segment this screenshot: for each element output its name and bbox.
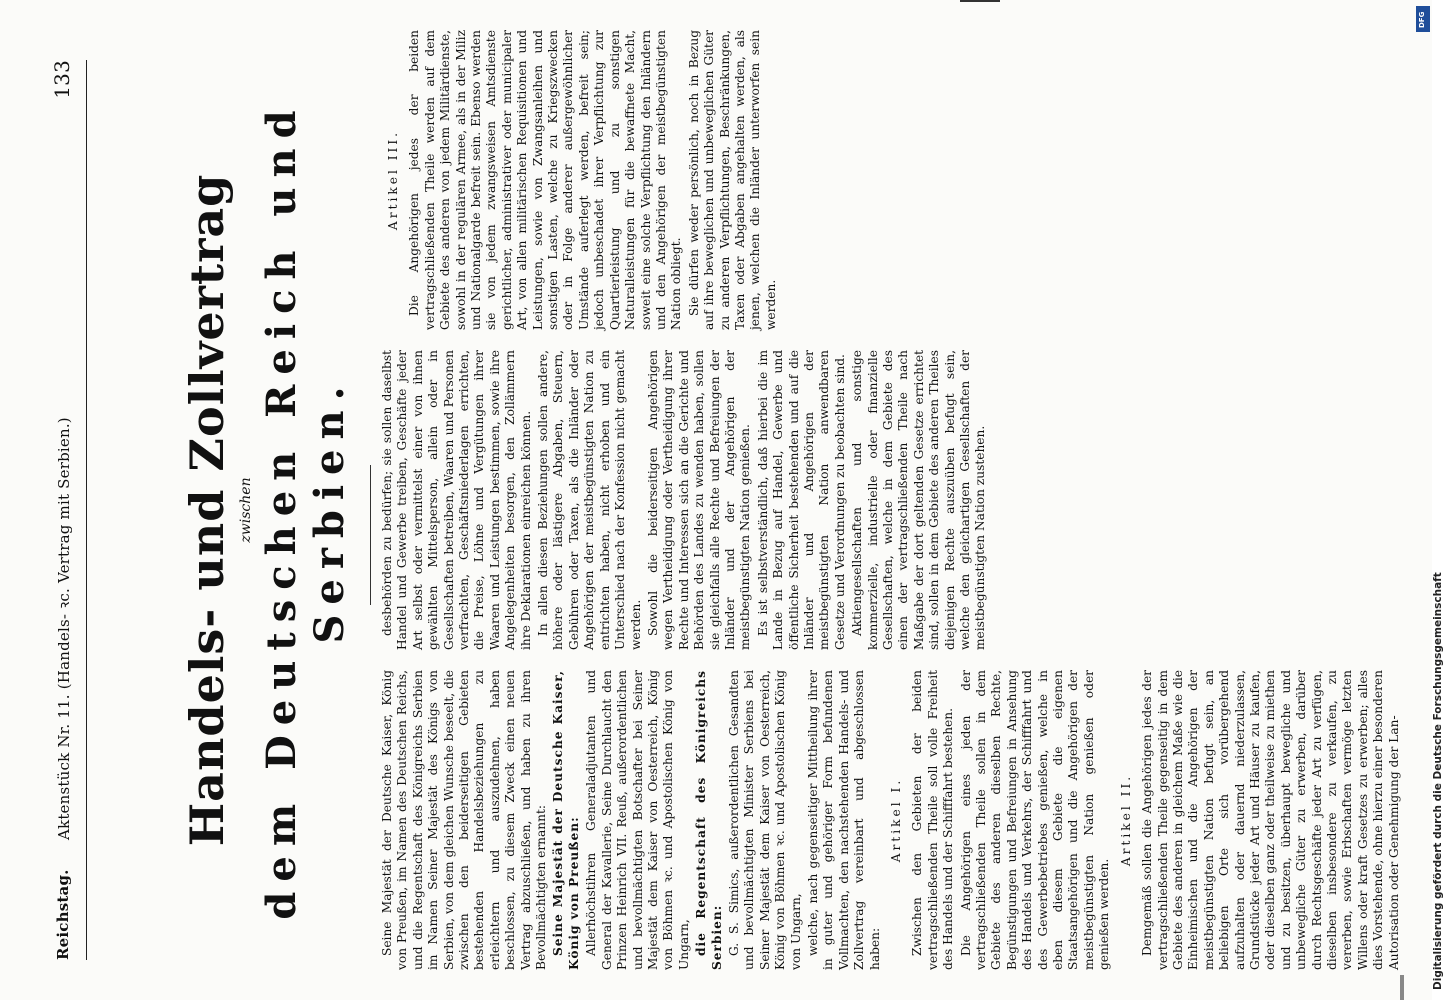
treaty-title-between: zwischen bbox=[238, 477, 254, 543]
dfg-logo-icon bbox=[1416, 6, 1430, 32]
dfg-logo-text: DFG bbox=[1418, 11, 1426, 28]
title-block bbox=[180, 60, 354, 960]
party-serbian: die Regentschaft des Königreichs Serbien: bbox=[694, 670, 724, 970]
header-rule bbox=[86, 60, 87, 960]
treaty-title-parties: dem Deutschen Reich und Serbien. bbox=[258, 100, 353, 920]
text-columns bbox=[380, 30, 1420, 970]
party-german: Seine Majestät der Deutsche Kaiser, König von Preußen: bbox=[551, 670, 581, 970]
preamble: Seine Majestät der Deutsche Kaiser, König von Preußen, im Namen des Deutschen Reichs, und die Regentschaft des Königreichs Serbien im Namen Seiner Majestät des Königs von Serbien, von dem gleichen Wunsche beseelt, die zwischen den beiderseitigen Gebieten bestehenden Handelsbeziehungen zu erleichtern und auszudehnen, haben beschlossen, zu diesem Zweck einen neuen Vertrag abzuschließen, und haben zu ihren Bevollmächtigten ernannt: bbox=[380, 670, 549, 970]
column-1 bbox=[380, 670, 1420, 970]
article-2-paragraph-4: Es ist selbstverständlich, daß hierbei die im Lande in Bezug auf Handel, Gewerbe und öffentliche Sicherheit bestehenden und auf die Inländer und Angehörigen der meistbegünstigten Nation anwendbaren Gesetze und Verordnungen zu beobachten sind. bbox=[755, 350, 847, 650]
header-document-title: (Handels- ꝛc. Vertrag mit Serbien.) bbox=[55, 417, 73, 690]
digitization-credit: Digitalisierung gefördert durch die Deutsche Forschungsgemeinschaft bbox=[1432, 572, 1444, 990]
header-document-number: Aktenstück Nr. 11. bbox=[55, 694, 73, 840]
article-2-heading: Artikel II. bbox=[1118, 773, 1133, 867]
party-serbian-delegate: G. S. Simics, außerordentlichen Gesandten und bevollmächtigten Minister Serbiens bei Seiner Majestät dem Kaiser von Oesterreich, König von Böhmen ꝛc. und Apostolischen König von Ungarn, bbox=[726, 670, 803, 970]
article-1-heading: Artikel I. bbox=[889, 777, 903, 863]
article-1-paragraph-2: Die Angehörigen eines jeden der vertragschließenden Theile sollen in dem Gebiete des anderen dieselben Rechte, Begünstigungen und Befreiungen in Ansehung des Handels und Verkehrs, der Schifffahrt und des Gewerbebetriebes genießen, welche in eben diesem Gebiete die eigenen Staatsangehörigen und die Angehörigen der meistbegünstigten Nation genießen oder genießen werden. bbox=[958, 670, 1112, 970]
party-german-delegate: Allerhöchstihren Generaladjutanten und General der Kavallerie, Seine Durchlaucht den Prinzen Heinrich VII. Reuß, außerordentlichen und bevollmächtigten Botschafter bei Seiner Majestät dem Kaiser von Oesterreich, König von Böhmen ꝛc. und Apostolischen König von Ungarn, bbox=[584, 670, 691, 970]
column-2 bbox=[380, 350, 1420, 650]
page-number: 133 bbox=[50, 60, 74, 99]
treaty-title: Handels- und Zollvertrag bbox=[180, 173, 234, 847]
header-left: Reichstag. bbox=[54, 869, 72, 960]
running-header bbox=[44, 60, 80, 960]
article-2-paragraph-1: Demgemäß sollen die Angehörigen jedes der vertragschließenden Theile gegenseitig in dem Gebiete des anderen in gleichem Maße wie die Einheimischen und die Angehörigen der meistbegünstigten Nation befugt sein, an beliebigen Orte sich vorübergehend aufzuhalten oder dauernd niederzulassen, Grundstücke jeder Art und Häuser zu kaufen, oder dieselben ganz oder theilweise zu miethen und zu besitzen, überhaupt bewegliche und unbewegliche Güter zu erwerben, darüber durch Rechtsgeschäfte jeder Art zu verfügen, dieselben insbesondere zu verkaufen, zu vererben, sowie Erbschaften vermöge letzten Willens oder kraft Gesetzes zu erwerben; alles dies Vorstehende, ohne hierzu einer besonderen Autorisation oder Genehmigung der Lan- bbox=[1140, 670, 1401, 970]
preamble-closing: welche, nach gegenseitiger Mittheilung ihrer in guter und gehöriger Form befundenen Vollmachten, den nachstehenden Handels- und Zollvertrag vereinbart und abgeschlossen haben: bbox=[805, 670, 882, 970]
article-1-paragraph-1: Zwischen den Gebieten der beiden vertragschließenden Theile soll volle Freiheit des Handels und der Schifffahrt bestehen. bbox=[910, 670, 956, 970]
header-title bbox=[54, 417, 74, 840]
article-2-paragraph-2: In allen diesen Beziehungen sollen andere, höhere oder lästigere Abgaben, Steuern, Gebühren oder Taxen, als die Inländer oder Angehörigen der meistbegünstigten Nation zu entrichten haben, nicht erhoben und ein Unterschied nach der Konfession nicht gemacht werden. bbox=[536, 350, 643, 650]
article-3-paragraph-1: Die Angehörigen jedes der beiden vertragschließenden Theile werden auf dem Gebiete des anderen von jedem Militärdienste, sowohl in der regulären Armee, als in der Miliz und Nationalgarde befreit sein. Ebenso werden sie von jedem zwangsweisen Amtsdienste gerichtlicher, administrativer oder municipaler Art, von allen militärischen Requisitionen und Leistungen, sowie von Zwangsanleihen und sonstigen Lasten, welche zu Kriegszwecken oder in Folge anderer außergewöhnlicher Umstände auferlegt werden, befreit sein; jedoch unbeschadet ihrer Verpflichtung zur Quartierleistung und zu sonstigen Naturalleistungen für die bewaffnete Macht, soweit eine solche Verpflichtung den Inländern und den Angehörigen der meistbegünstigten Nation obliegt. bbox=[407, 30, 684, 330]
digitization-sidebar bbox=[1412, 0, 1444, 1000]
article-2-paragraph-5: Aktiengesellschaften und sonstige kommerzielle, industrielle oder finanzielle Gesellschaften, welche in dem Gebiete des einen der vertragschließenden Theile nach Maßgabe der dort geltenden Gesetze errichtet sind, sollen in dem Gebiete des anderen Theiles diejenigen Rechte auszuüben befugt sein, welche den gleichartigen Gesellschaften der meistbegünstigten Nation zustehen. bbox=[850, 350, 988, 650]
article-2-continued: desbehörden zu bedürfen; sie sollen daselbst Handel und Gewerbe treiben, Geschäfte jeder Art selbst oder vermittelst einer von ihnen gewählten Mittelsperson, allein oder in Gesellschaften betreiben, Waaren und Personen verfrachten, Geschäftsniederlagen errichten, die Preise, Löhne und Vergütungen ihrer Waaren und Leistungen bestimmen, sowie ihre Angelegenheiten besorgen, den Zollämmern ihre Deklarationen einreichen können. bbox=[380, 350, 533, 650]
article-3-paragraph-2: Sie dürfen weder persönlich, noch in Bezug auf ihre beweglichen und unbeweglichen Güter zu anderen Verpflichtungen, Beschränkungen, Taxen oder Abgaben angehalten werden, als jenen, welchen die Inländer unterworfen sein werden. bbox=[686, 30, 778, 330]
column-3 bbox=[380, 30, 1420, 330]
article-2-paragraph-3: Sowohl die beiderseitigen Angehörigen wegen Vertheidigung oder Vertheidigung ihrer Rechte und Interessen sich an die Gerichte und Behörden des Landes zu wenden haben, sollen sie gleichfalls alle Rechte und Befreiungen der Inländer und der Angehörigen der meistbegünstigten Nation genießen. bbox=[645, 350, 753, 650]
article-3-heading: Artikel III. bbox=[386, 129, 400, 231]
title-divider bbox=[370, 465, 371, 605]
